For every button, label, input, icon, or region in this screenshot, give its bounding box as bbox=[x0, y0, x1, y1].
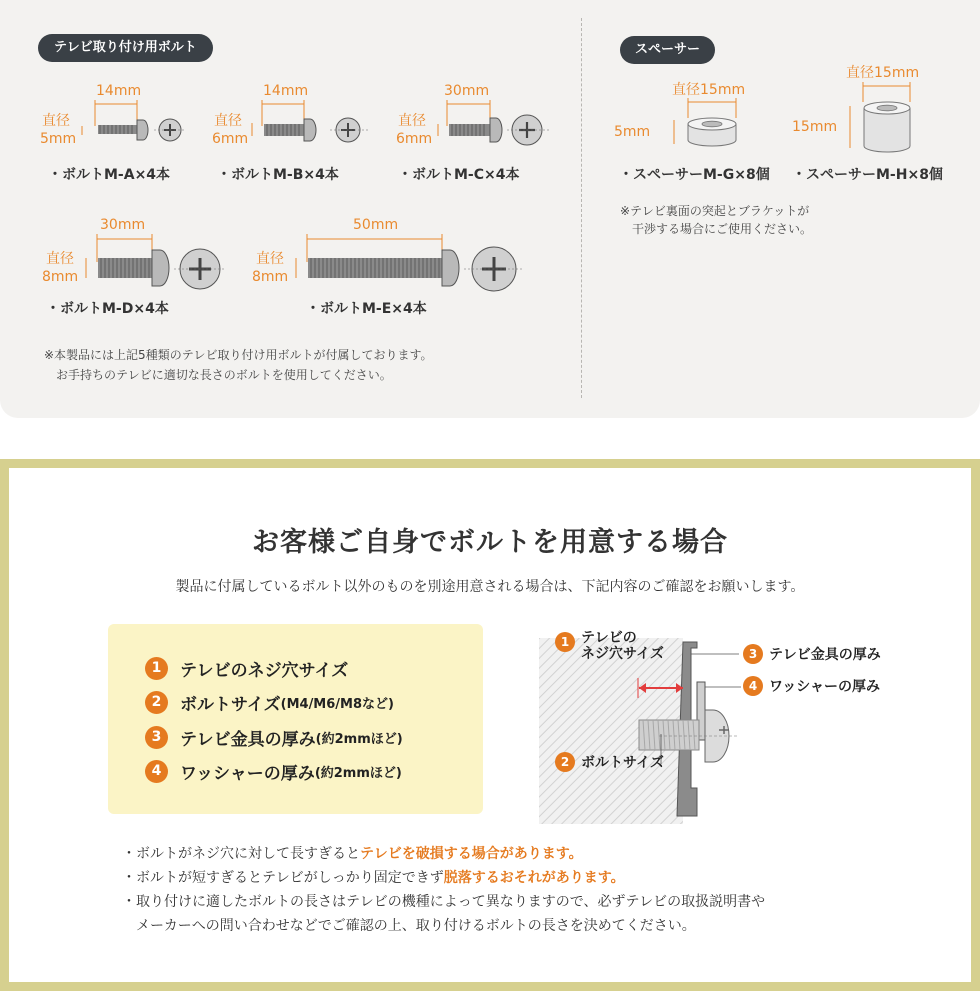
warning-2-text: ・ボルトが短すぎるとテレビがしっかり固定できず bbox=[122, 870, 444, 886]
check-number-4: 4 bbox=[145, 760, 168, 783]
warning-line-2 bbox=[122, 866, 625, 890]
diagram-label-2 bbox=[555, 752, 664, 772]
check-main-1: テレビのネジ穴サイズ bbox=[180, 660, 349, 681]
check-sub-4: (約2mmほど) bbox=[314, 765, 402, 781]
spacer-m-g-height: 5mm bbox=[614, 124, 651, 140]
spacer-m-h-height: 15mm bbox=[792, 119, 838, 135]
diagram-label-1 bbox=[555, 630, 664, 662]
diagram-label-3 bbox=[743, 644, 881, 664]
bolt-m-c-length: 30mm bbox=[444, 83, 490, 99]
diagram-number-4: 4 bbox=[743, 676, 763, 696]
bolt-section-pill: テレビ取り付け用ボルト bbox=[38, 34, 213, 62]
checklist-box bbox=[108, 624, 483, 814]
check-main-2: ボルトサイズ bbox=[180, 694, 281, 715]
bolt-m-e-caption: ・ボルトM-E×4本 bbox=[306, 301, 427, 317]
diagram-text-1 bbox=[581, 630, 664, 662]
bolt-m-e-diameter: 8mm bbox=[252, 269, 289, 285]
bolt-m-d-diameter-word: 直径 bbox=[46, 251, 74, 267]
check-number-3: 3 bbox=[145, 726, 168, 749]
check-number-2: 2 bbox=[145, 691, 168, 714]
diagram-text-1-line-2: ネジ穴サイズ bbox=[581, 646, 664, 662]
section-divider bbox=[581, 18, 582, 398]
bolt-m-b-diameter: 6mm bbox=[212, 131, 249, 147]
check-sub-2: (M4/M6/M8など) bbox=[280, 696, 394, 712]
bolt-m-b-length: 14mm bbox=[263, 83, 309, 99]
bolt-m-d-diameter: 8mm bbox=[42, 269, 79, 285]
warning-line-4 bbox=[122, 914, 696, 938]
warning-2-highlight: 脱落するおそれがあります。 bbox=[443, 870, 625, 886]
bolt-m-c-caption: ・ボルトM-C×4本 bbox=[398, 167, 520, 183]
spacer-m-g-diameter: 直径15mm bbox=[672, 82, 746, 98]
diagram-label-4 bbox=[743, 676, 880, 696]
bolt-m-e-diameter-word: 直径 bbox=[256, 251, 284, 267]
cross-section-drawing bbox=[539, 638, 959, 828]
diagram-number-1: 1 bbox=[555, 632, 575, 652]
warning-4-text: メーカーへの問い合わせなどでご確認の上、取り付けるボルトの長さを決めてください。 bbox=[122, 918, 696, 934]
bolt-m-a-length: 14mm bbox=[96, 83, 142, 99]
diagram-text-1-line-1: テレビの bbox=[581, 630, 637, 646]
check-main-4: ワッシャーの厚み bbox=[180, 763, 315, 784]
check-item-2 bbox=[145, 690, 394, 714]
check-main-3: テレビ金具の厚み bbox=[180, 729, 316, 750]
spacer-note-line-2: 干渉する場合にご使用ください。 bbox=[620, 222, 813, 236]
check-sub-3: (約2mmほど) bbox=[315, 731, 403, 747]
check-item-3 bbox=[145, 725, 403, 749]
bolt-m-b-diameter-word: 直径 bbox=[214, 113, 242, 129]
custom-bolt-subtitle: 製品に付属しているボルト以外のものを別途用意される場合は、下記内容のご確認をお願いします。 bbox=[175, 579, 805, 595]
bolt-m-a-diameter-word: 直径 bbox=[42, 113, 70, 129]
bolt-m-b-caption: ・ボルトM-B×4本 bbox=[217, 167, 339, 183]
spacer-note-line-1: ※テレビ裏面の突起とブラケットが bbox=[620, 204, 810, 218]
warning-1-text: ・ボルトがネジ穴に対して長すぎると bbox=[122, 846, 360, 862]
diagram-text-4: ワッシャーの厚み bbox=[769, 679, 881, 695]
bolt-m-d-caption: ・ボルトM-D×4本 bbox=[46, 301, 169, 317]
spacer-m-h-diameter: 直径15mm bbox=[846, 65, 920, 81]
bolt-m-c-diameter: 6mm bbox=[396, 131, 433, 147]
diagram-number-3: 3 bbox=[743, 644, 763, 664]
bolt-m-c-diameter-word: 直径 bbox=[398, 113, 426, 129]
accessory-panel bbox=[0, 0, 980, 418]
warning-1-highlight: テレビを破損する場合があります。 bbox=[360, 846, 583, 862]
diagram-text-3: テレビ金具の厚み bbox=[769, 647, 881, 663]
diagram-number-2: 2 bbox=[555, 752, 575, 772]
custom-bolt-panel bbox=[0, 459, 980, 991]
diagram-text-2: ボルトサイズ bbox=[581, 755, 664, 771]
bolt-note-line-2: お手持ちのテレビに適切な長さのボルトを使用してください。 bbox=[44, 368, 392, 382]
warning-line-1 bbox=[122, 842, 583, 866]
spacer-m-g-caption: ・スペーサーM-G×8個 bbox=[619, 167, 770, 183]
warning-3-text: ・取り付けに適したボルトの長さはテレビの機種によって異なりますので、必ずテレビの取扱説明書や bbox=[122, 894, 766, 910]
check-number-1: 1 bbox=[145, 657, 168, 680]
spacer-section-pill: スペーサー bbox=[620, 36, 715, 64]
check-item-1 bbox=[145, 656, 348, 680]
bolt-note-line-1: ※本製品には上記5種類のテレビ取り付け用ボルトが付属しております。 bbox=[44, 348, 433, 362]
warning-line-3 bbox=[122, 890, 765, 914]
bolt-m-e-length: 50mm bbox=[353, 217, 399, 233]
bolt-m-a-caption: ・ボルトM-A×4本 bbox=[48, 167, 171, 183]
check-item-4 bbox=[145, 759, 402, 783]
bolt-m-d-length: 30mm bbox=[100, 217, 146, 233]
spacer-m-h-caption: ・スペーサーM-H×8個 bbox=[792, 167, 943, 183]
bolt-m-a-diameter: 5mm bbox=[40, 131, 77, 147]
custom-bolt-title: お客様ご自身でボルトを用意する場合 bbox=[252, 527, 728, 558]
